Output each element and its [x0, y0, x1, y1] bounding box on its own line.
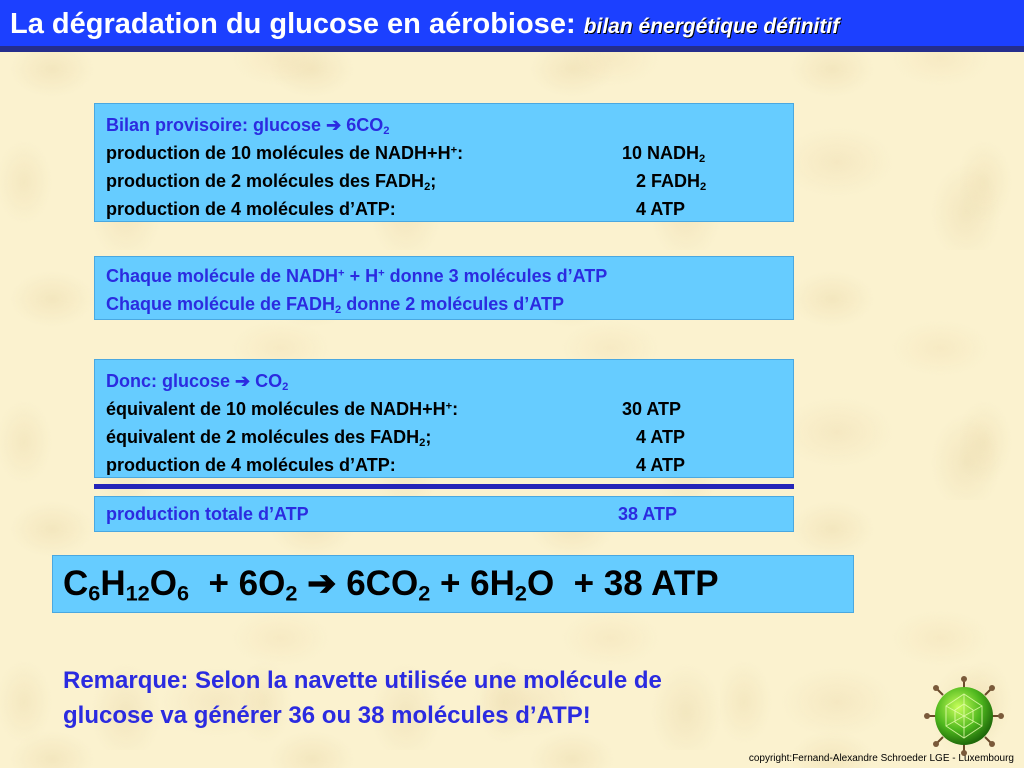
box3-row-nadh: équivalent de 10 molécules de NADH+H+: 30 ATP: [106, 399, 682, 419]
box1-row-atp: production de 4 molécules d’ATP: 4 ATP: [106, 199, 686, 219]
box3-row-fadh: équivalent de 2 molécules des $FADH_2$; 4 ATP: [106, 427, 686, 449]
box3-row-atp: production de 4 molécules d’ATP: 4 ATP: [106, 455, 686, 475]
equivalent-balance-box: [94, 359, 794, 478]
box2-line-nadh: Chaque molécule de NADH+ + H+ donne 3 molécules d’ATP: [106, 266, 608, 286]
separator-line: [94, 484, 794, 489]
box3-heading: Donc: glucose ➔ $CO_2$: [106, 371, 289, 393]
box1-heading: Bilan provisoire: glucose ➔ $6CO_2$: [106, 115, 390, 137]
title-bar: [0, 0, 1024, 52]
box2-line-fadh: Chaque molécule de $FADH_2$ donne 2 molécules d’ATP: [106, 294, 564, 316]
remark-line-2: glucose va générer 36 ou 38 molécules d’ATP!: [63, 702, 591, 729]
global-equation-box: [52, 555, 854, 613]
copyright-notice: copyright:Fernand-Alexandre Schroeder LGE - Luxembourg: [748, 753, 1014, 764]
box1-row-nadh: production de 10 molécules de NADH+H+: 10 $NADH_2$: [106, 143, 706, 165]
provisional-balance-box: [94, 103, 794, 222]
arrow-icon: ➔: [326, 115, 342, 135]
box1-row-fadh: production de 2 molécules des $FADH_2$; 2 $FADH_2$: [106, 171, 707, 193]
remark-text: [63, 663, 823, 733]
title-main: La dégradation du glucose en aérobiose:: [10, 8, 576, 40]
slide-title: [10, 8, 839, 41]
arrow-icon: ➔: [235, 371, 251, 391]
title-subtitle: bilan énergétique définitif: [583, 15, 840, 38]
remark-line-1: Remarque: Selon la navette utilisée une molécule de: [63, 667, 662, 694]
total-label: production totale d’ATP: [106, 504, 309, 524]
green-virus-sphere-icon: [924, 676, 1004, 756]
total-atp-box: [94, 496, 794, 532]
arrow-icon: ➔: [307, 564, 337, 603]
conversion-rule-box: [94, 256, 794, 320]
total-value: 38 ATP: [618, 504, 678, 524]
global-equation: $C_6H_{12}O_6 + 6O_2$ ➔ $6CO_2 + 6H_2O + 38$ ATP: [63, 564, 719, 606]
total-row: [106, 500, 793, 528]
